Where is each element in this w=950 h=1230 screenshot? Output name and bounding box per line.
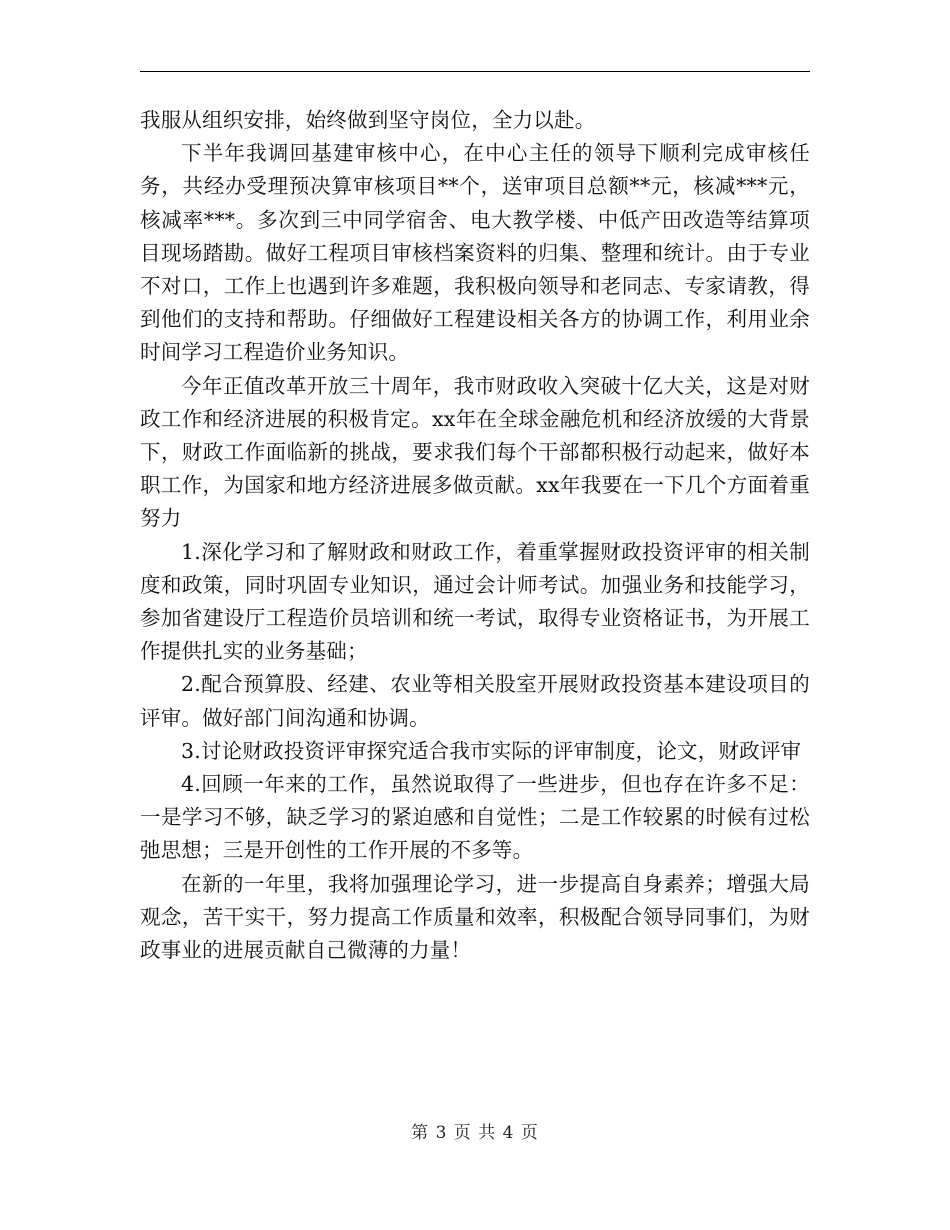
document-body [140,104,810,967]
paragraph-2: 下半年我调回基建审核中心，在中心主任的领导下顺利完成审核任务，共经办受理预决算审核项目**个，送审项目总额**元，核减***元，核减率***。多次到三中同学宿舍、电大教学楼、中低产田改造等结算项目现场踏勘。做好工程项目审核档案资料的归集、整理和统计。由于专业不对口，工作上也遇到许多难题，我积极向领导和老同志、专家请教，得到他们的支持和帮助。仔细做好工程建设相关各方的协调工作，利用业余时间学习工程造价业务知识。 [140,141,810,365]
paragraph-6: 3.讨论财政投资评审探究适合我市实际的评审制度，论文，财政评审 [181,738,802,763]
paragraph-4: 1.深化学习和了解财政和财政工作，着重掌握财政投资评审的相关制度和政策，同时巩固专业知识，通过会计师考试。加强业务和技能学习，参加省建设厅工程造价员培训和统一考试，取得专业资格证书，为开展工作提供扎实的业务基础； [140,539,810,664]
page-number-footer: 第 3 页 共 4 页 [411,1123,539,1143]
paragraph-8: 在新的一年里，我将加强理论学习，进一步提高自身素养；增强大局观念，苦干实干，努力提高工作质量和效率，积极配合领导同事们，为财政事业的进展贡献自己微薄的力量！ [140,871,810,963]
paragraph-1: 我服从组织安排，始终做到坚守岗位，全力以赴。 [140,108,596,132]
paragraph-7: 4.回顾一年来的工作，虽然说取得了一些进步，但也存在许多不足：一是学习不够，缺乏学习的紧迫感和自觉性；二是工作较累的时候有过松弛思想；三是开创性的工作开展的不多等。 [140,772,810,863]
header-rule [140,71,810,72]
paragraph-5: 2.配合预算股、经建、农业等相关股室开展财政投资基本建设项目的评审。做好部门间沟通和协调。 [140,672,810,730]
paragraph-3: 今年正值改革开放三十周年，我市财政收入突破十亿大关，这是对财政工作和经济进展的积极肯定。xx年在全球金融危机和经济放缓的大背景下，财政工作面临新的挑战，要求我们每个干部都积极行动起来，做好本职工作，为国家和地方经济进展多做贡献。xx年我要在一下几个方面着重努力 [140,373,810,531]
